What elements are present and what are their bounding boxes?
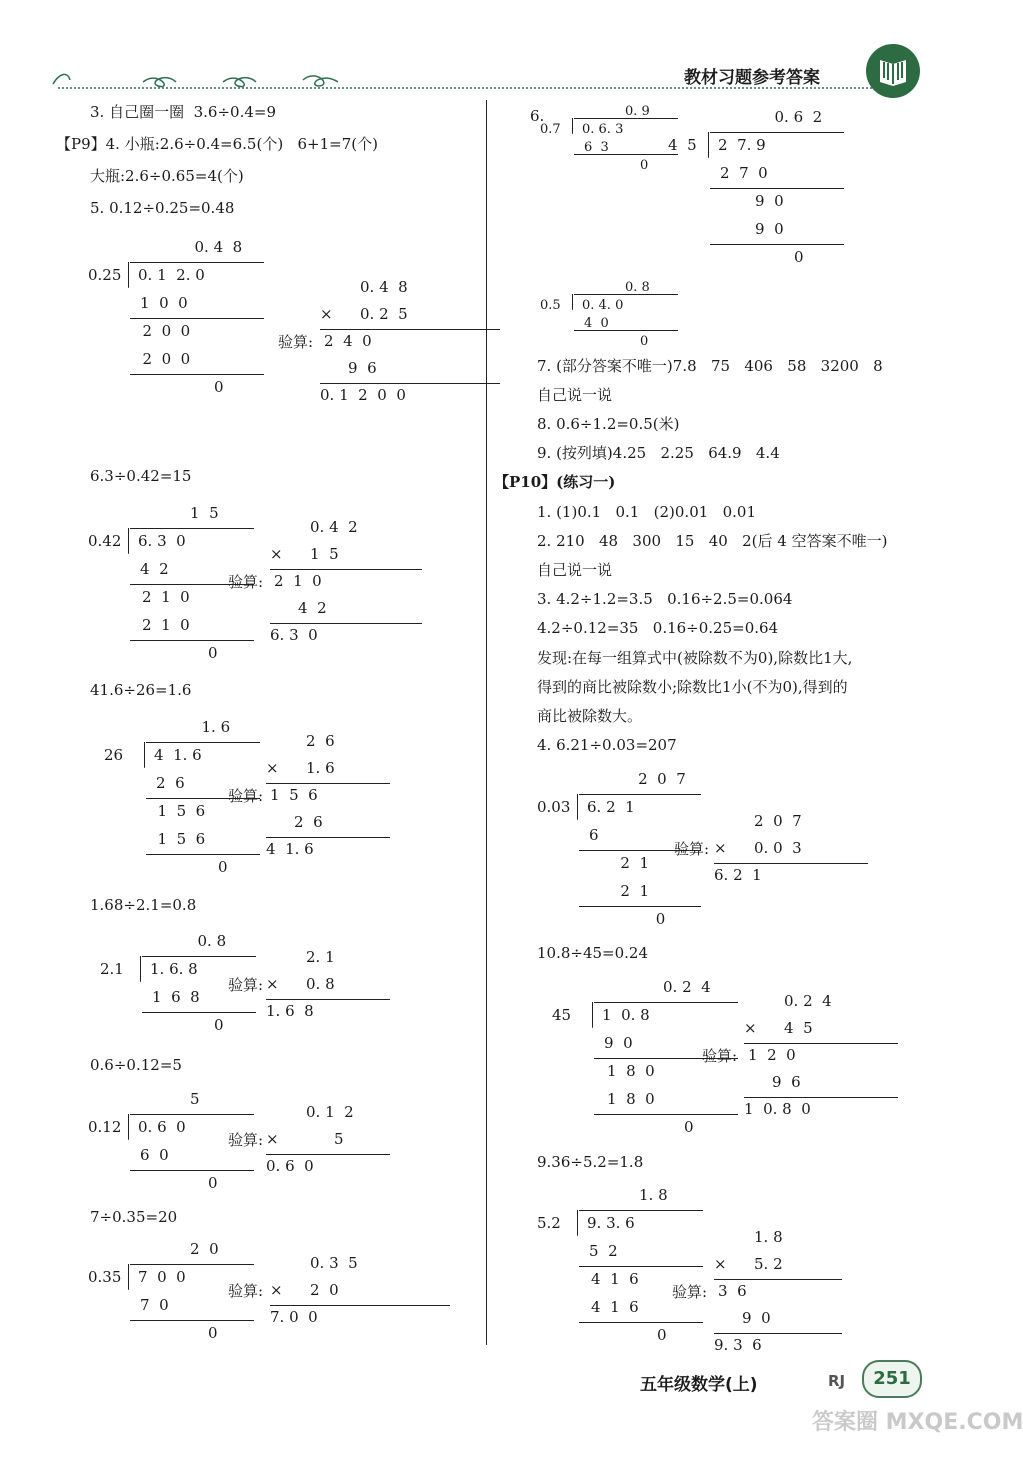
problem-5-eq2: 6.3÷0.42=15 <box>90 467 192 485</box>
division-bracket-line <box>579 1210 703 1211</box>
practice-q4-eq3: 9.36÷5.2=1.8 <box>537 1153 644 1171</box>
multiply-line <box>744 1043 898 1044</box>
quotient: 1 5 <box>190 504 219 522</box>
quotient: 2 0 7 <box>638 770 686 788</box>
subtraction-line <box>130 318 264 319</box>
problem-5-eq5: 0.6÷0.12=5 <box>90 1056 182 1074</box>
partial-row: 6 0 <box>140 1146 169 1164</box>
subtraction-line <box>574 330 678 331</box>
problem-7: 7. (部分答案不唯一)7.8 75 406 58 3200 8 <box>537 357 883 375</box>
divisor: 4 5 <box>668 136 697 154</box>
practice-q3a: 3. 4.2÷1.2=3.5 0.16÷2.5=0.064 <box>537 590 793 608</box>
multiplier: 1. 6 <box>306 759 335 777</box>
divisor: 0.42 <box>88 532 122 550</box>
header-title: 教材习题参考答案 <box>684 68 820 88</box>
product: 4 1. 6 <box>266 840 314 858</box>
quotient: 0. 8 <box>625 280 650 295</box>
multiply-line <box>714 1279 842 1280</box>
times-icon: × <box>744 1019 757 1037</box>
times-icon: × <box>714 1255 727 1273</box>
check-label: 验算: <box>228 787 264 805</box>
product: 7. 0 0 <box>270 1308 318 1326</box>
multiply-line <box>270 1305 450 1306</box>
subtraction-line <box>142 1012 256 1013</box>
practice-q3b: 4.2÷0.12=35 0.16÷0.25=0.64 <box>537 619 779 637</box>
multiplicand: 2 6 <box>306 732 335 750</box>
partial-product: 9 0 <box>742 1309 771 1327</box>
quotient: 5 <box>190 1090 200 1108</box>
quotient: 0. 2 4 <box>663 978 711 996</box>
division-bracket-arc <box>577 1210 578 1236</box>
division-bracket-line <box>710 132 844 133</box>
multiplicand: 0. 4 8 <box>360 278 408 296</box>
practice-heading: 【P10】(练习一) <box>494 473 616 491</box>
subtraction-line <box>594 1114 738 1115</box>
multiplier: 5 <box>334 1130 344 1148</box>
quotient: 0. 8 <box>197 932 227 950</box>
problem-3: 3. 自己圈一圈 3.6÷0.4=9 <box>90 103 277 121</box>
remainder: 0 <box>657 1326 667 1344</box>
column-divider <box>486 100 487 1345</box>
division-bracket-line <box>574 118 678 119</box>
quotient: 0. 9 <box>625 104 650 119</box>
multiply-line <box>270 569 422 570</box>
partial-row: 2 0 0 <box>142 350 191 368</box>
remainder: 0 <box>655 910 666 928</box>
division-bracket-arc <box>128 1114 129 1140</box>
quotient: 1. 8 <box>639 1186 668 1204</box>
partial-row: 9 0 <box>755 192 784 210</box>
divisor: 0.7 <box>540 122 561 137</box>
partial-row: 2 1 <box>620 854 650 872</box>
quotient: 0. 6 2 <box>774 108 823 126</box>
remainder: 0 <box>640 158 649 173</box>
dividend: 6. 3 0 <box>138 532 186 550</box>
practice-q3d: 得到的商比被除数小;除数比1小(不为0),得到的 <box>537 678 848 696</box>
partial-row: 1 5 6 <box>157 802 206 820</box>
dividend: 0. 6. 3 <box>582 122 624 137</box>
remainder: 0 <box>208 644 218 662</box>
dividend: 9. 3. 6 <box>587 1214 635 1232</box>
check-label: 验算: <box>702 1047 738 1065</box>
multiplier: 0. 0 3 <box>754 839 802 857</box>
footer-title: 五年级数学(上) <box>640 1375 758 1395</box>
dividend: 4 1. 6 <box>154 746 202 764</box>
times-icon: × <box>270 545 283 563</box>
product: 0. 1 2 0 0 <box>320 386 406 404</box>
division-bracket-line <box>130 1114 254 1115</box>
division-bracket-line <box>130 528 254 529</box>
subtraction-line <box>579 906 701 907</box>
dividend: 1 0. 8 <box>602 1006 650 1024</box>
practice-q4-eq2: 10.8÷45=0.24 <box>537 944 649 962</box>
subtraction-line <box>130 1170 254 1171</box>
quotient: 2 0 <box>190 1240 219 1258</box>
problem-4a: 【P9】4. 小瓶:2.6÷0.4=6.5(个) 6+1=7(个) <box>56 135 378 153</box>
sum-line <box>266 837 390 838</box>
division-bracket-arc <box>572 118 573 134</box>
product: 1 0. 8 0 <box>744 1100 811 1118</box>
partial-row: 9 0 <box>604 1034 633 1052</box>
partial-row: 4 1 6 <box>591 1270 639 1288</box>
partial-row: 4 0 <box>584 316 609 331</box>
partial-row: 2 7 0 <box>720 164 768 182</box>
check-label: 验算: <box>228 976 264 994</box>
partial-row: 5 2 <box>589 1242 618 1260</box>
quotient: 0. 4 8 <box>194 238 243 256</box>
dividend: 7 0 0 <box>138 1268 186 1286</box>
remainder: 0 <box>208 1324 218 1342</box>
multiplicand: 1. 8 <box>754 1228 783 1246</box>
check-label: 验算: <box>228 573 264 591</box>
partial-row: 1 0 0 <box>140 294 188 312</box>
partial-product: 4 2 <box>298 599 327 617</box>
problem-5-eq3: 41.6÷26=1.6 <box>90 681 192 699</box>
division-bracket-arc <box>577 794 578 820</box>
check-label: 验算: <box>228 1282 264 1300</box>
division-bracket-line <box>594 1002 738 1003</box>
page-number: 251 <box>873 1368 911 1389</box>
multiplier: 2 0 <box>310 1281 339 1299</box>
partial-product: 1 2 0 <box>748 1046 796 1064</box>
divisor: 5.2 <box>537 1214 561 1232</box>
problem-5-eq6: 7÷0.35=20 <box>90 1208 178 1226</box>
multiply-line <box>266 783 390 784</box>
division-bracket-arc <box>128 262 129 288</box>
book-logo-icon <box>866 44 920 98</box>
dividend: 1. 6. 8 <box>150 960 198 978</box>
multiplier: 1 5 <box>310 545 339 563</box>
division-bracket-line <box>130 262 264 263</box>
division-bracket-line <box>142 956 256 957</box>
sum-line <box>714 1333 842 1334</box>
partial-row: 7 0 <box>140 1296 169 1314</box>
check-label: 验算: <box>278 333 314 351</box>
check-label: 验算: <box>672 1283 708 1301</box>
sum-line <box>270 623 422 624</box>
problem-9: 9. (按列填)4.25 2.25 64.9 4.4 <box>537 444 780 462</box>
division-bracket-arc <box>128 528 129 554</box>
dividend: 2 7. 9 <box>718 136 766 154</box>
remainder: 0 <box>794 248 804 266</box>
divisor: 0.5 <box>540 298 561 313</box>
practice-q2-note: 自己说一说 <box>537 561 613 579</box>
subtraction-line <box>130 374 264 375</box>
partial-row: 9 0 <box>755 220 784 238</box>
problem-4b: 大瓶:2.6÷0.65=4(个) <box>90 167 244 185</box>
remainder: 0 <box>684 1118 694 1136</box>
multiplicand: 2 0 7 <box>754 812 802 830</box>
multiplier: 5. 2 <box>754 1255 783 1273</box>
remainder: 0 <box>214 1016 224 1034</box>
division-bracket-line <box>579 794 701 795</box>
remainder: 0 <box>208 1174 218 1192</box>
practice-q2: 2. 210 48 300 15 40 2(后 4 空答案不唯一) <box>537 532 888 550</box>
product: 6. 3 0 <box>270 626 318 644</box>
multiplicand: 0. 1 2 <box>306 1103 354 1121</box>
division-bracket-arc <box>144 742 145 768</box>
times-icon: × <box>266 759 279 777</box>
remainder: 0 <box>218 858 228 876</box>
partial-row: 2 1 <box>620 882 650 900</box>
dividend: 6. 2 1 <box>587 798 635 816</box>
division-bracket-arc <box>140 956 141 982</box>
divisor: 26 <box>104 746 124 764</box>
dividend: 0. 6 0 <box>138 1118 186 1136</box>
problem-7-note: 自己说一说 <box>537 386 613 404</box>
subtraction-line <box>574 154 678 155</box>
multiplier: 0. 2 5 <box>360 305 408 323</box>
sum-line <box>320 383 500 384</box>
division-bracket-arc <box>572 294 573 310</box>
multiplicand: 0. 4 2 <box>310 518 358 536</box>
product: 9. 3 6 <box>714 1336 762 1354</box>
partial-row: 1 8 0 <box>607 1090 655 1108</box>
divisor: 45 <box>552 1006 572 1024</box>
partial-product: 2 6 <box>294 813 323 831</box>
partial-row: 6 3 <box>584 140 609 155</box>
divisor: 0.35 <box>88 1268 122 1286</box>
partial-row: 2 1 0 <box>142 616 190 634</box>
product: 1. 6 8 <box>266 1002 314 1020</box>
problem-6: 6. <box>530 107 545 125</box>
times-icon: × <box>320 305 333 323</box>
dividend: 0. 4. 0 <box>582 298 624 313</box>
partial-product: 3 6 <box>718 1282 747 1300</box>
partial-row: 4 2 <box>140 560 169 578</box>
remainder: 0 <box>640 334 649 349</box>
partial-row: 2 1 0 <box>142 588 190 606</box>
multiply-line <box>714 863 868 864</box>
check-label: 验算: <box>674 840 710 858</box>
subtraction-line <box>579 1322 703 1323</box>
partial-product: 2 4 0 <box>324 332 372 350</box>
problem-5: 5. 0.12÷0.25=0.48 <box>90 199 235 217</box>
remainder: 0 <box>214 378 224 396</box>
subtraction-line <box>579 1266 703 1267</box>
partial-row: 1 6 8 <box>152 988 200 1006</box>
product: 0. 6 0 <box>266 1157 314 1175</box>
division-bracket-line <box>574 294 678 295</box>
multiply-line <box>266 1154 390 1155</box>
page-number-badge <box>862 1360 922 1398</box>
division-bracket-line <box>146 742 260 743</box>
subtraction-line <box>710 244 844 245</box>
partial-product: 1 5 6 <box>270 786 318 804</box>
division-bracket-line <box>130 1264 254 1265</box>
times-icon: × <box>266 1130 279 1148</box>
practice-q1: 1. (1)0.1 0.1 (2)0.01 0.01 <box>537 503 756 521</box>
practice-q3e: 商比被除数大。 <box>537 707 643 725</box>
quotient: 1. 6 <box>201 718 231 736</box>
partial-row: 2 6 <box>156 774 185 792</box>
product: 6. 2 1 <box>714 866 762 884</box>
division-bracket-arc <box>592 1002 593 1028</box>
divisor: 0.12 <box>88 1118 122 1136</box>
practice-q4: 4. 6.21÷0.03=207 <box>537 736 677 754</box>
partial-product: 9 6 <box>772 1073 801 1091</box>
multiplicand: 0. 2 4 <box>784 992 832 1010</box>
subtraction-line <box>710 188 844 189</box>
division-bracket-arc <box>708 132 709 158</box>
multiplier: 0. 8 <box>306 975 335 993</box>
multiplicand: 0. 3 5 <box>310 1254 358 1272</box>
practice-q3c: 发现:在每一组算式中(被除数不为0),除数比1大, <box>537 649 853 667</box>
times-icon: × <box>266 975 279 993</box>
subtraction-line <box>130 1320 254 1321</box>
times-icon: × <box>270 1281 283 1299</box>
partial-row: 6 <box>589 826 599 844</box>
partial-product: 2 1 0 <box>274 572 322 590</box>
partial-product: 9 6 <box>348 359 377 377</box>
multiplier: 4 5 <box>784 1019 813 1037</box>
multiply-line <box>266 999 390 1000</box>
dividend: 0. 1 2. 0 <box>138 266 205 284</box>
sum-line <box>744 1097 898 1098</box>
divisor: 2.1 <box>100 960 124 978</box>
problem-5-eq4: 1.68÷2.1=0.8 <box>90 896 197 914</box>
multiplicand: 2. 1 <box>306 948 335 966</box>
partial-row: 4 1 6 <box>591 1298 639 1316</box>
division-bracket-arc <box>128 1264 129 1290</box>
check-label: 验算: <box>228 1131 264 1149</box>
subtraction-line <box>130 640 254 641</box>
partial-row: 1 5 6 <box>157 830 206 848</box>
divisor: 0.03 <box>537 798 571 816</box>
multiply-line <box>320 329 500 330</box>
partial-row: 2 0 0 <box>142 322 191 340</box>
watermark: 答案圈 MXQE.COM <box>812 1410 1023 1435</box>
partial-row: 1 8 0 <box>607 1062 655 1080</box>
footer-edition: RJ <box>828 1372 846 1390</box>
problem-8: 8. 0.6÷1.2=0.5(米) <box>537 415 680 433</box>
times-icon: × <box>714 839 727 857</box>
divisor: 0.25 <box>88 266 122 284</box>
subtraction-line <box>146 854 260 855</box>
